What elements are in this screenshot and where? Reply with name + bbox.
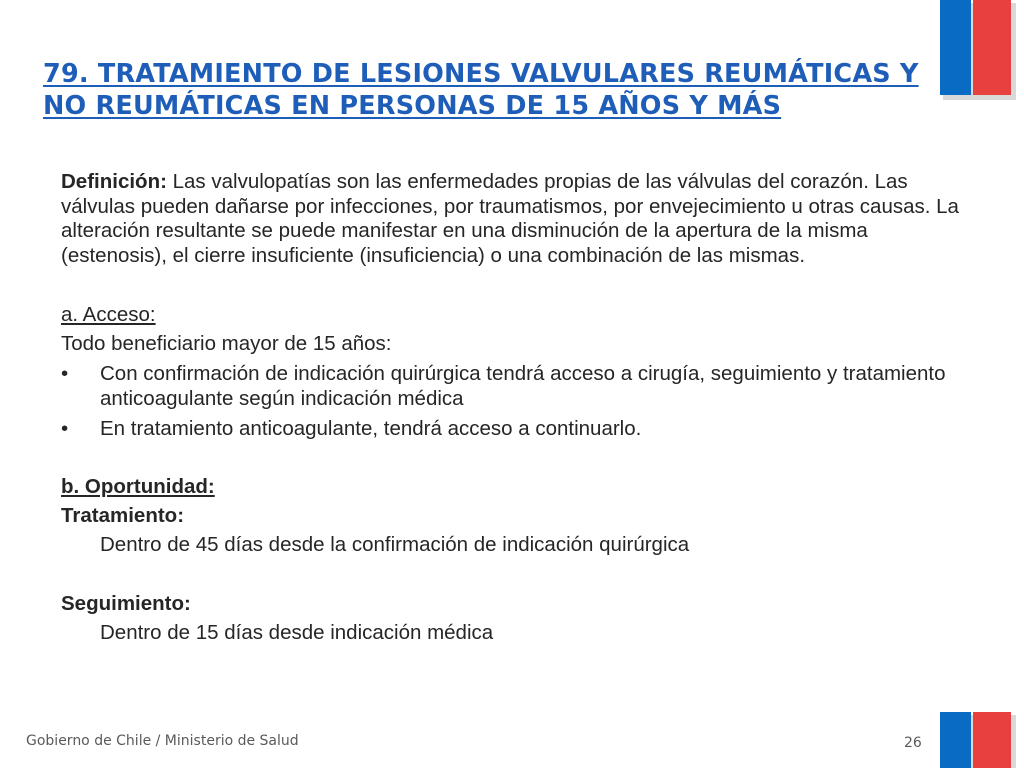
access-bullet-list bbox=[61, 362, 966, 442]
slide-body bbox=[61, 170, 966, 647]
list-item bbox=[61, 362, 966, 411]
followup-label: Seguimiento: bbox=[61, 591, 191, 615]
definition-label: Definición: bbox=[61, 170, 167, 193]
bullet-icon: • bbox=[61, 362, 69, 385]
treatment-label: Tratamiento: bbox=[61, 503, 185, 527]
access-heading-text: a. Acceso: bbox=[61, 303, 156, 326]
definition-text: Las valvulopatías son las enfermedades propias de las válvulas del corazón. Las válvulas pueden dañarse por infecciones, por traumatismos, por envejecimiento u otras causas. La alteración resultante se puede manifestar en una disminución de la apertura de la misma (estenosis), el cierre insuficiente (insuficiencia) o una combinación de las mismas. bbox=[61, 170, 959, 267]
list-item bbox=[61, 417, 966, 442]
slide-title: 79. TRATAMIENTO DE LESIONES VALVULARES REUMÁTICAS Y NO REUMÁTICAS EN PERSONAS DE 15 AÑOS Y MÁS bbox=[43, 59, 919, 121]
bullet-text: En tratamiento anticoagulante, tendrá acceso a continuarlo. bbox=[100, 417, 642, 440]
page-number: 26 bbox=[904, 735, 922, 751]
bullet-text: Con confirmación de indicación quirúrgica tendrá acceso a cirugía, seguimiento y tratamiento anticoagulante según indicación médica bbox=[100, 362, 946, 410]
access-intro: Todo beneficiario mayor de 15 años: bbox=[61, 332, 392, 355]
flag-logo-bottom bbox=[938, 712, 1016, 768]
footer-organization: Gobierno de Chile / Ministerio de Salud bbox=[26, 733, 299, 749]
definition-paragraph bbox=[61, 170, 966, 268]
opportunity-heading bbox=[61, 472, 966, 501]
flag-logo-top bbox=[938, 0, 1016, 100]
spacer bbox=[61, 559, 966, 589]
spacer bbox=[61, 442, 966, 472]
spacer bbox=[61, 268, 966, 300]
bullet-icon: • bbox=[61, 417, 69, 440]
treatment-text: Dentro de 45 días desde la confirmación de indicación quirúrgica bbox=[100, 532, 690, 556]
access-heading bbox=[61, 300, 966, 329]
opportunity-heading-text: b. Oportunidad: bbox=[61, 474, 215, 498]
followup-text: Dentro de 15 días desde indicación médica bbox=[100, 620, 494, 644]
